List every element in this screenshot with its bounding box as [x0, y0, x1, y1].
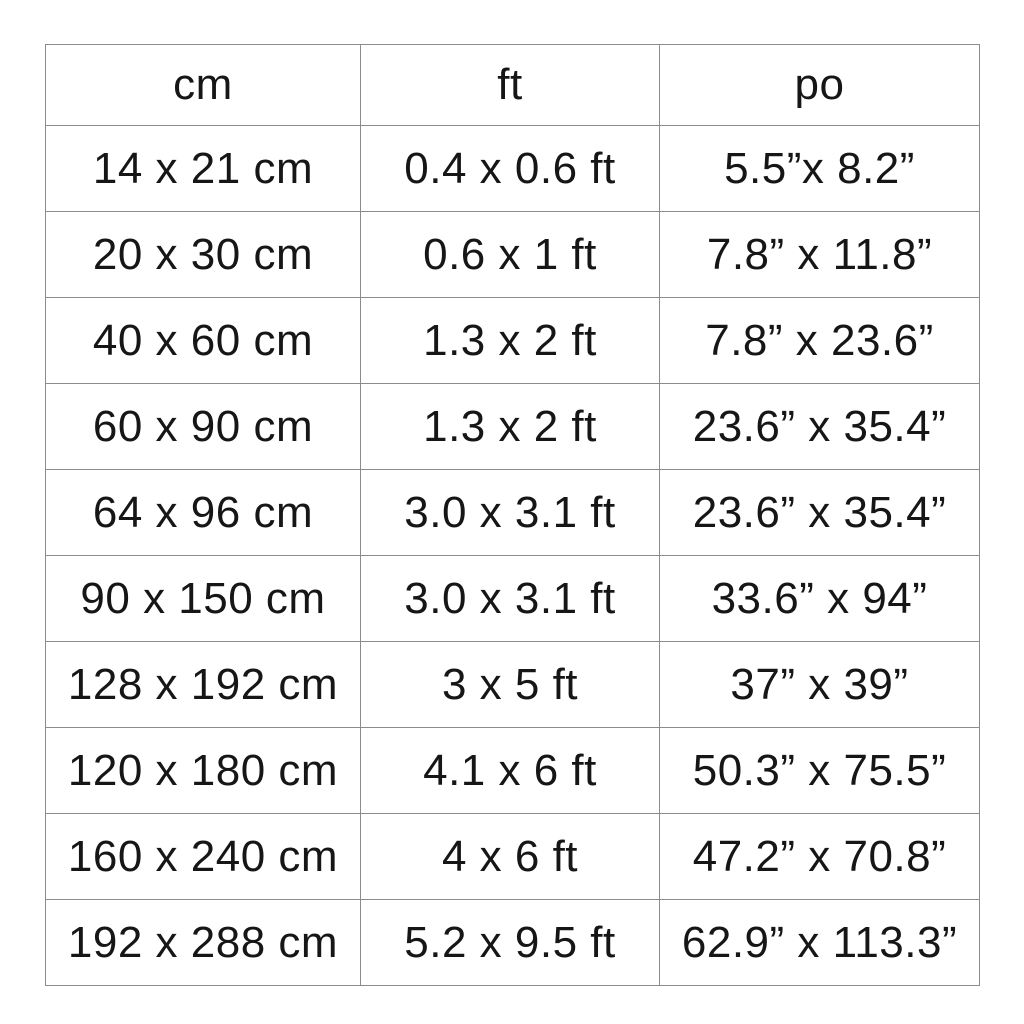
cell-ft: 1.3 x 2 ft — [361, 298, 660, 384]
cell-ft: 3 x 5 ft — [361, 642, 660, 728]
cell-cm: 90 x 150 cm — [46, 556, 361, 642]
column-header-po: po — [660, 45, 980, 126]
cell-cm: 40 x 60 cm — [46, 298, 361, 384]
cell-cm: 120 x 180 cm — [46, 728, 361, 814]
table-row — [46, 470, 980, 556]
cell-po: 37” x 39” — [660, 642, 980, 728]
table-row — [46, 126, 980, 212]
header-row — [46, 45, 980, 126]
cell-ft: 1.3 x 2 ft — [361, 384, 660, 470]
table-row — [46, 212, 980, 298]
cell-po: 33.6” x 94” — [660, 556, 980, 642]
column-header-ft: ft — [361, 45, 660, 126]
cell-cm: 64 x 96 cm — [46, 470, 361, 556]
table-row — [46, 556, 980, 642]
cell-cm: 192 x 288 cm — [46, 900, 361, 986]
cell-po: 50.3” x 75.5” — [660, 728, 980, 814]
cell-ft: 4 x 6 ft — [361, 814, 660, 900]
cell-cm: 20 x 30 cm — [46, 212, 361, 298]
cell-ft: 4.1 x 6 ft — [361, 728, 660, 814]
column-header-cm: cm — [46, 45, 361, 126]
table-row — [46, 728, 980, 814]
cell-po: 23.6” x 35.4” — [660, 384, 980, 470]
cell-cm: 60 x 90 cm — [46, 384, 361, 470]
cell-cm: 14 x 21 cm — [46, 126, 361, 212]
cell-po: 62.9” x 113.3” — [660, 900, 980, 986]
cell-ft: 5.2 x 9.5 ft — [361, 900, 660, 986]
cell-po: 23.6” x 35.4” — [660, 470, 980, 556]
table-row — [46, 900, 980, 986]
cell-ft: 0.6 x 1 ft — [361, 212, 660, 298]
cell-po: 5.5”x 8.2” — [660, 126, 980, 212]
cell-cm: 128 x 192 cm — [46, 642, 361, 728]
cell-po: 7.8” x 11.8” — [660, 212, 980, 298]
table-row — [46, 384, 980, 470]
cell-po: 47.2” x 70.8” — [660, 814, 980, 900]
cell-ft: 3.0 x 3.1 ft — [361, 556, 660, 642]
size-conversion-table — [45, 44, 980, 986]
cell-ft: 0.4 x 0.6 ft — [361, 126, 660, 212]
cell-ft: 3.0 x 3.1 ft — [361, 470, 660, 556]
table-row — [46, 298, 980, 384]
cell-cm: 160 x 240 cm — [46, 814, 361, 900]
table-row — [46, 642, 980, 728]
table-row — [46, 814, 980, 900]
cell-po: 7.8” x 23.6” — [660, 298, 980, 384]
